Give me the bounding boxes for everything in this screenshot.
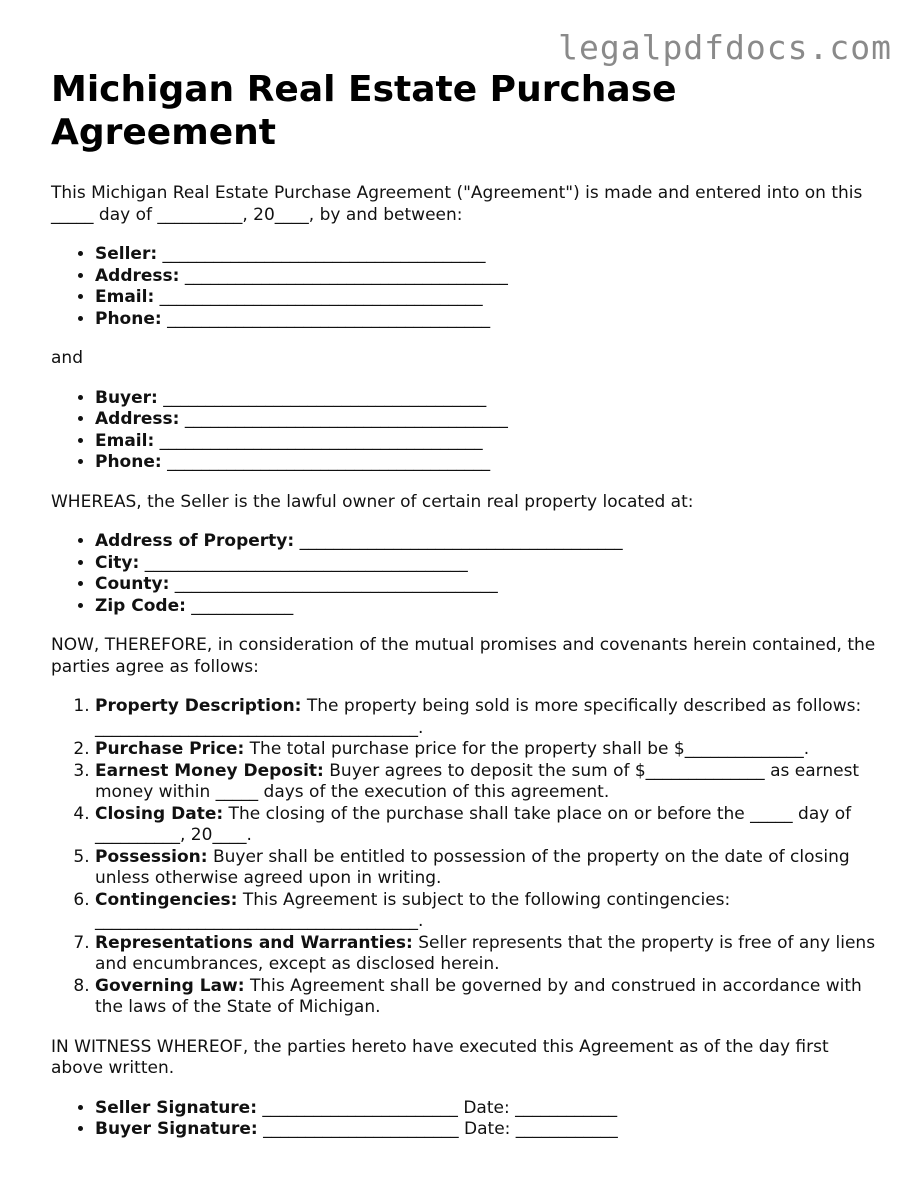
- term-item: [95, 933, 881, 976]
- and-text: and: [51, 348, 83, 368]
- term-text: This Agreement is subject to the following contingencies: ______________________________________.: [95, 889, 731, 931]
- field-label: County:: [95, 574, 170, 594]
- signature-label: Buyer Signature:: [95, 1119, 258, 1139]
- field-label: Phone:: [95, 452, 162, 472]
- buyer-fields-list: [51, 388, 881, 474]
- seller-field: [95, 244, 881, 266]
- field-blank: ______________________________________: [169, 574, 498, 594]
- signature-label: Seller Signature:: [95, 1097, 258, 1118]
- witness-paragraph: IN WITNESS WHEREOF, the parties hereto have executed this Agreement as of the day first above written.: [51, 1036, 829, 1078]
- field-blank: ______________________________________: [157, 244, 486, 264]
- signature-blank: _______________________ Date: ____________: [257, 1119, 618, 1139]
- term-heading: Earnest Money Deposit:: [95, 760, 324, 781]
- property-county-field: [95, 574, 881, 596]
- therefore-paragraph: NOW, THEREFORE, in consideration of the mutual promises and covenants herein contained, the parties agree as follows:: [51, 635, 876, 677]
- field-label: City:: [95, 552, 140, 573]
- field-label: Address:: [95, 409, 180, 429]
- field-blank: ______________________________________: [154, 287, 483, 307]
- watermark: legalpdfdocs.com: [558, 28, 892, 67]
- term-heading: Governing Law:: [95, 975, 245, 996]
- document-title: Michigan Real Estate Purchase Agreement: [51, 69, 677, 153]
- field-label: Email:: [95, 287, 155, 307]
- buyer-address-field: [95, 409, 881, 431]
- field-label: Address of Property:: [95, 531, 295, 551]
- term-item: [95, 761, 881, 804]
- term-heading: Purchase Price:: [95, 739, 245, 759]
- field-blank: ______________________________________: [294, 531, 623, 551]
- buyer-phone-field: [95, 452, 881, 474]
- term-heading: Representations and Warranties:: [95, 932, 413, 953]
- term-heading: Property Description:: [95, 696, 302, 716]
- field-blank: ____________: [185, 595, 294, 616]
- buyer-signature-line: [95, 1119, 881, 1141]
- term-item: [95, 739, 881, 761]
- seller-signature-line: [95, 1098, 881, 1120]
- buyer-email-field: [95, 431, 881, 453]
- property-zip-field: [95, 596, 881, 618]
- term-item: [95, 804, 881, 847]
- term-text: Buyer shall be entitled to possession of the property on the date of closing unless otherwise agreed upon in writing.: [95, 846, 850, 888]
- terms-list: [51, 696, 881, 1019]
- signatures-list: [51, 1098, 881, 1141]
- term-heading: Possession:: [95, 846, 208, 867]
- seller-address-field: [95, 266, 881, 288]
- field-blank: ______________________________________: [179, 265, 508, 286]
- whereas-paragraph: WHEREAS, the Seller is the lawful owner of certain real property located at:: [51, 491, 694, 512]
- field-blank: ______________________________________: [161, 308, 491, 329]
- term-text: Buyer agrees to deposit the sum of $______________ as earnest money within _____ days of the execution of this agreement.: [95, 760, 860, 802]
- term-text: The total purchase price for the property shall be $______________.: [244, 739, 810, 759]
- term-item: [95, 976, 881, 1019]
- term-heading: Contingencies:: [95, 889, 238, 910]
- buyer-field: [95, 388, 881, 410]
- field-label: Zip Code:: [95, 595, 186, 616]
- term-text: The property being sold is more specifically described as follows: ______________________________________.: [95, 696, 862, 738]
- field-blank: ______________________________________: [139, 552, 468, 573]
- term-text: The closing of the purchase shall take place on or before the _____ day of __________, 20____.: [95, 803, 852, 845]
- signature-blank: _______________________ Date: ____________: [257, 1097, 618, 1118]
- seller-fields-list: [51, 244, 881, 330]
- field-blank: ______________________________________: [157, 387, 487, 408]
- field-label: Buyer:: [95, 387, 158, 408]
- field-label: Phone:: [95, 308, 162, 329]
- term-item: [95, 890, 881, 933]
- property-address-field: [95, 531, 881, 553]
- field-blank: ______________________________________: [154, 430, 483, 451]
- seller-phone-field: [95, 309, 881, 331]
- intro-paragraph: This Michigan Real Estate Purchase Agreement ("Agreement") is made and entered into on this _____ day of __________, 20____, by and between:: [51, 183, 863, 225]
- field-label: Address:: [95, 265, 180, 286]
- field-label: Email:: [95, 430, 155, 451]
- term-text: Seller represents that the property is free of any liens and encumbrances, except as disclosed herein.: [95, 932, 876, 974]
- field-blank: ______________________________________: [179, 409, 508, 429]
- term-heading: Closing Date:: [95, 803, 224, 824]
- property-city-field: [95, 553, 881, 575]
- term-text: This Agreement shall be governed by and construed in accordance with the laws of the State of Michigan.: [95, 975, 862, 1017]
- document-body: [51, 68, 881, 1159]
- term-item: [95, 847, 881, 890]
- seller-email-field: [95, 287, 881, 309]
- term-item: [95, 696, 881, 739]
- field-label: Seller:: [95, 244, 158, 264]
- property-fields-list: [51, 531, 881, 617]
- field-blank: ______________________________________: [161, 452, 491, 472]
